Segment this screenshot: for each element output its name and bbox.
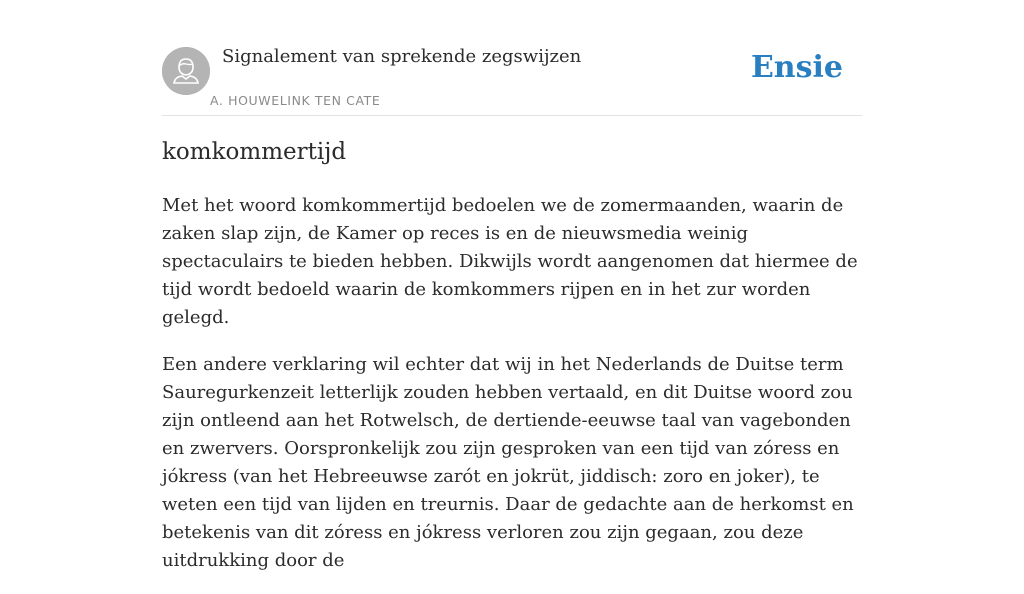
user-icon xyxy=(162,47,210,95)
book-title-link[interactable]: Signalement van sprekende zegswijzen xyxy=(222,46,582,67)
entry-paragraph: Een andere verklaring wil echter dat wij in het Nederlands de Duitse term Sauregurkenzeit letterlijk zouden hebben vertaald, en dit Duitse woord zou zijn ontleend aan het Rotwelsch, de dertiende-eeuwse taal van vagebonden en zwervers. Oorspronkelijk zou zijn gesproken van een tijd van zóress en jókress (van het Hebreeuwse zarót en jokrüt, jiddisch: zoro en joker), te weten een tijd van lijden en treurnis. Daar de gedachte aan de herkomst en betekenis van dit zóress en jókress verloren zou zijn gegaan, zou deze uitdrukking door de xyxy=(162,354,854,571)
ensie-logo-link[interactable]: Ensie xyxy=(750,50,843,85)
author-avatar[interactable] xyxy=(162,47,210,95)
page-header xyxy=(162,0,862,116)
article-page xyxy=(162,0,862,571)
entry-paragraph: Met het woord komkommertijd bedoelen we de zomermaanden, waarin de zaken slap zijn, de Kamer op reces is en de nieuwsmedia weinig spectaculairs te bieden hebben. Dikwijls wordt aangenomen dat hiermee de tijd wordt bedoeld waarin de komkommers rijpen en in het zur worden gelegd. xyxy=(162,195,858,328)
entry-title: komkommertijd xyxy=(162,139,347,165)
author-link[interactable]: A. HOUWELINK TEN CATE xyxy=(210,93,381,108)
entry-body xyxy=(162,192,862,594)
